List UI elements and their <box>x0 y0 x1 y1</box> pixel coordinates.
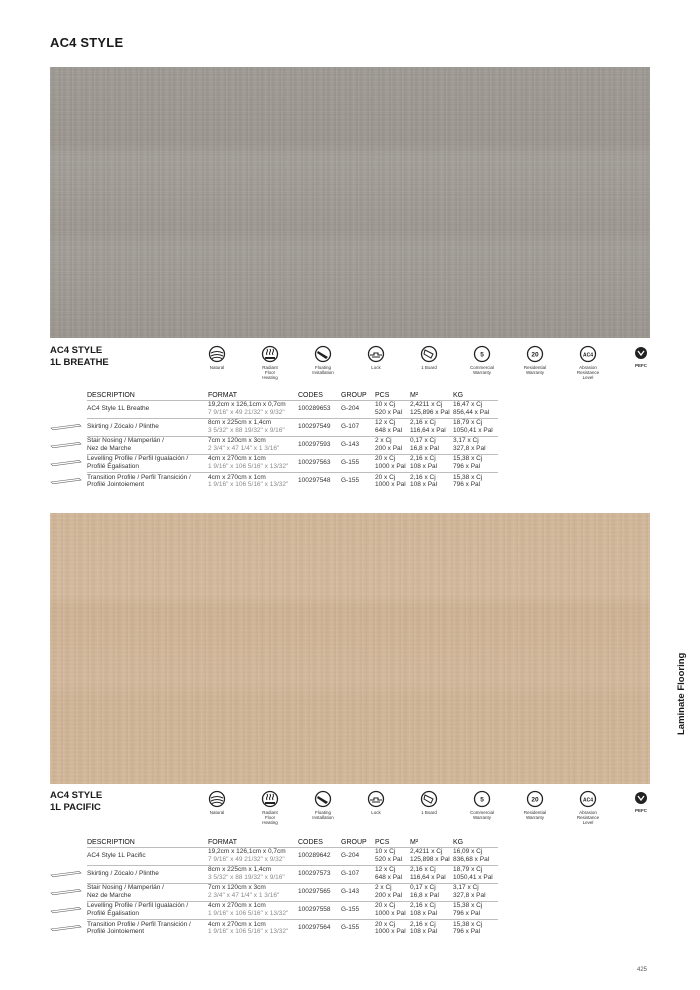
feature-radiant-floor-heating <box>243 790 297 825</box>
column-header: M² <box>410 838 419 846</box>
table-cell: 12 x Cj 648 x Pal <box>375 418 410 436</box>
spec-table-breathe <box>87 390 498 490</box>
feature-natural <box>190 790 244 815</box>
column-header: CODES <box>298 391 323 399</box>
table-cell: 0,17 x Cj 16,8 x Pal <box>410 436 453 454</box>
table-cell: 20 x Cj 1000 x Pal <box>375 901 410 919</box>
pefc-logo-icon <box>632 790 650 808</box>
column-header: PCS <box>375 391 390 399</box>
feature-natural <box>190 345 244 370</box>
column-header: PCS <box>375 838 390 846</box>
feature-label: PEFC <box>634 808 647 813</box>
table-cell: Transition Profile / Perfil Transición / Profilé Jointoiement <box>87 919 208 937</box>
table-cell: 100297548 <box>298 472 341 490</box>
table-cell: G-143 <box>341 883 375 901</box>
table-cell: 15,38 x Cj 796 x Pal <box>453 901 498 919</box>
table-cell: Stair Nosing / Mamperlán / Nez de Marche <box>87 436 208 454</box>
table-cell: 8cm x 225cm x 1,4cm 3 5/32" x 88 19/32" x 9/16" <box>208 865 298 883</box>
feature-label: Residential Warranty <box>523 365 547 375</box>
radiant-floor-heating-icon <box>261 790 279 808</box>
feature-label: Radiant Floor Heating <box>262 365 278 380</box>
feature-pefc-logo <box>614 345 668 368</box>
table-cell: 2,16 x Cj 108 x Pal <box>410 901 453 919</box>
table-row <box>87 919 498 937</box>
abrasion-resistance-icon <box>579 345 597 363</box>
table-cell: 10 x Cj 520 x Pal <box>375 847 410 865</box>
product-name-line2: 1L BREATHE <box>50 357 109 368</box>
column-header: KG <box>453 391 464 399</box>
table-cell: G-155 <box>341 901 375 919</box>
one-board-icon <box>420 345 438 363</box>
table-cell: 100297573 <box>298 865 341 883</box>
feature-pefc-logo <box>614 790 668 813</box>
profile-sketch-icon <box>50 477 82 485</box>
feature-residential-warranty <box>508 345 562 375</box>
table-cell: 18,79 x Cj 1050,41 x Pal <box>453 865 498 883</box>
table-cell: Stair Nosing / Mamperlán / Nez de Marche <box>87 883 208 901</box>
table-cell: G-107 <box>341 865 375 883</box>
table-row <box>87 847 498 865</box>
floating-installation-icon <box>314 790 332 808</box>
page-title: AC4 STYLE <box>50 35 124 50</box>
feature-label: Radiant Floor Heating <box>262 810 278 825</box>
spec-table-pacific <box>87 837 498 937</box>
table-cell: 16,09 x Cj 836,68 x Pal <box>453 847 498 865</box>
feature-label: 1 Board <box>421 810 437 815</box>
table-cell: AC4 Style 1L Pacific <box>87 847 208 865</box>
table-cell: Skirting / Zócalo / Plinthe <box>87 418 208 436</box>
feature-label: Lock <box>371 365 381 370</box>
table-cell: 4cm x 270cm x 1cm 1 9/16" x 106 5/16" x 13/32" <box>208 919 298 937</box>
table-cell: 100289642 <box>298 847 341 865</box>
table-cell: 20 x Cj 1000 x Pal <box>375 472 410 490</box>
product-name-line1: AC4 STYLE <box>50 790 103 801</box>
table-cell: 8cm x 225cm x 1,4cm 3 5/32" x 88 19/32" x 9/16" <box>208 418 298 436</box>
table-cell: 2,16 x Cj 108 x Pal <box>410 472 453 490</box>
table-cell: 2,16 x Cj 116,64 x Pal <box>410 418 453 436</box>
table-row <box>87 436 498 454</box>
feature-label: 1 Board <box>421 365 437 370</box>
table-row <box>87 400 498 418</box>
table-cell: 18,79 x Cj 1050,41 x Pal <box>453 418 498 436</box>
product-name-pacific <box>50 790 102 814</box>
column-header: FORMAT <box>208 838 238 846</box>
page-number: 425 <box>637 967 648 973</box>
table-cell: 19,2cm x 126,1cm x 0,7cm 7 9/16" x 49 21/32" x 9/32" <box>208 847 298 865</box>
feature-one-board <box>402 345 456 370</box>
table-header-row <box>87 390 498 400</box>
table-cell: 100289653 <box>298 400 341 418</box>
table-cell: 2 x Cj 200 x Pal <box>375 436 410 454</box>
feature-radiant-floor-heating <box>243 345 297 380</box>
table-cell: Transition Profile / Perfil Transición / Profilé Jointoiement <box>87 472 208 490</box>
table-cell: 2,16 x Cj 108 x Pal <box>410 454 453 472</box>
table-cell: 2,16 x Cj 116,64 x Pal <box>410 865 453 883</box>
profile-sketch-icon <box>50 423 82 431</box>
profile-sketch-icon <box>50 924 82 932</box>
table-cell: 2,4211 x Cj 125,898 x Pal <box>410 847 453 865</box>
table-cell: G-143 <box>341 436 375 454</box>
table-row <box>87 472 498 490</box>
feature-label: Abrasion Resistance Level <box>576 810 600 825</box>
table-cell: 20 x Cj 1000 x Pal <box>375 919 410 937</box>
table-cell: G-204 <box>341 400 375 418</box>
pefc-logo-icon <box>632 345 650 363</box>
feature-label: Natural <box>209 365 225 370</box>
table-cell: 20 x Cj 1000 x Pal <box>375 454 410 472</box>
commercial-warranty-icon <box>473 790 491 808</box>
product-name-line2: 1L PACIFIC <box>50 802 101 813</box>
table-cell: 2,16 x Cj 108 x Pal <box>410 919 453 937</box>
badge-text: AC4 <box>582 797 594 804</box>
table-cell: 100297563 <box>298 454 341 472</box>
table-row <box>87 883 498 901</box>
table-cell: 3,17 x Cj 327,8 x Pal <box>453 883 498 901</box>
column-header: GROUP <box>341 838 367 846</box>
column-header: FORMAT <box>208 391 238 399</box>
feature-abrasion-resistance <box>561 345 615 380</box>
table-cell: Levelling Profile / Perfil Igualación / Profilé Égalisation <box>87 901 208 919</box>
abrasion-resistance-icon <box>579 790 597 808</box>
feature-lock <box>349 790 403 815</box>
feature-label: Natural <box>209 810 225 815</box>
column-header: KG <box>453 838 464 846</box>
table-cell: 4cm x 270cm x 1cm 1 9/16" x 106 5/16" x 13/32" <box>208 901 298 919</box>
residential-warranty-icon <box>526 345 544 363</box>
feature-abrasion-resistance <box>561 790 615 825</box>
feature-icons-row <box>190 790 660 830</box>
table-cell: 100297565 <box>298 883 341 901</box>
profile-sketch-icon <box>50 441 82 449</box>
feature-commercial-warranty <box>455 790 509 820</box>
column-header: GROUP <box>341 391 367 399</box>
table-cell: 19,2cm x 126,1cm x 0,7cm 7 9/16" x 49 21/32" x 9/32" <box>208 400 298 418</box>
table-cell: G-204 <box>341 847 375 865</box>
table-cell: G-155 <box>341 919 375 937</box>
one-board-icon <box>420 790 438 808</box>
table-cell: 10 x Cj 520 x Pal <box>375 400 410 418</box>
column-header: DESCRIPTION <box>87 838 135 846</box>
feature-lock <box>349 345 403 370</box>
table-row <box>87 865 498 883</box>
badge-text: AC4 <box>582 352 594 359</box>
table-cell: 100297549 <box>298 418 341 436</box>
feature-icons-row <box>190 345 660 385</box>
feature-commercial-warranty <box>455 345 509 375</box>
feature-label: Abrasion Resistance Level <box>576 365 600 380</box>
profile-sketch-icon <box>50 888 82 896</box>
feature-label: PEFC <box>634 363 647 368</box>
feature-floating-installation <box>296 345 350 375</box>
table-cell: 2,4211 x Cj 125,896 x Pal <box>410 400 453 418</box>
table-cell: 100297564 <box>298 919 341 937</box>
table-cell: 100297558 <box>298 901 341 919</box>
feature-label: Floating Installation <box>312 810 334 820</box>
feature-label: Floating Installation <box>312 365 334 375</box>
lock-icon <box>367 790 385 808</box>
feature-label: Commercial Warranty <box>469 365 494 375</box>
profile-sketch-icon <box>50 906 82 914</box>
product-name-breathe <box>50 345 109 369</box>
product-name-line1: AC4 STYLE <box>50 345 103 356</box>
table-cell: 15,38 x Cj 796 x Pal <box>453 454 498 472</box>
lock-icon <box>367 345 385 363</box>
table-cell: 3,17 x Cj 327,8 x Pal <box>453 436 498 454</box>
table-cell: 16,47 x Cj 856,44 x Pal <box>453 400 498 418</box>
table-header-row <box>87 837 498 847</box>
table-cell: 7cm x 120cm x 3cm 2 3/4" x 47 1/4" x 1 3/16" <box>208 436 298 454</box>
table-cell: G-107 <box>341 418 375 436</box>
badge-text: 20 <box>531 796 539 804</box>
profile-sketch-icon <box>50 870 82 878</box>
residential-warranty-icon <box>526 790 544 808</box>
badge-text: 20 <box>531 351 539 359</box>
table-cell: 4cm x 270cm x 1cm 1 9/16" x 106 5/16" x 13/32" <box>208 472 298 490</box>
commercial-warranty-icon <box>473 345 491 363</box>
column-header: CODES <box>298 838 323 846</box>
product-swatch-breathe <box>50 67 650 338</box>
feature-label: Residential Warranty <box>523 810 547 820</box>
table-cell: 12 x Cj 648 x Pal <box>375 865 410 883</box>
feature-label: Lock <box>371 810 381 815</box>
floating-installation-icon <box>314 345 332 363</box>
feature-label: Commercial Warranty <box>469 810 494 820</box>
table-row <box>87 418 498 436</box>
table-cell: 4cm x 270cm x 1cm 1 9/16" x 106 5/16" x 13/32" <box>208 454 298 472</box>
table-cell: 2 x Cj 200 x Pal <box>375 883 410 901</box>
natural-icon <box>208 790 226 808</box>
feature-residential-warranty <box>508 790 562 820</box>
feature-one-board <box>402 790 456 815</box>
profile-sketch-icon <box>50 459 82 467</box>
badge-text: 5 <box>480 796 484 804</box>
table-cell: G-155 <box>341 472 375 490</box>
side-label: Laminate Flooring <box>676 652 687 735</box>
table-row <box>87 454 498 472</box>
table-row <box>87 901 498 919</box>
table-cell: G-155 <box>341 454 375 472</box>
table-cell: AC4 Style 1L Breathe <box>87 400 208 418</box>
table-cell: 15,38 x Cj 796 x Pal <box>453 919 498 937</box>
table-cell: Levelling Profile / Perfil Igualación / Profilé Égalisation <box>87 454 208 472</box>
natural-icon <box>208 345 226 363</box>
table-cell: 100297593 <box>298 436 341 454</box>
badge-text: 5 <box>480 351 484 359</box>
feature-floating-installation <box>296 790 350 820</box>
table-cell: 15,38 x Cj 796 x Pal <box>453 472 498 490</box>
column-header: M² <box>410 391 419 399</box>
table-cell: Skirting / Zócalo / Plinthe <box>87 865 208 883</box>
table-cell: 7cm x 120cm x 3cm 2 3/4" x 47 1/4" x 1 3/16" <box>208 883 298 901</box>
table-cell: 0,17 x Cj 16,8 x Pal <box>410 883 453 901</box>
radiant-floor-heating-icon <box>261 345 279 363</box>
product-swatch-pacific <box>50 513 650 784</box>
column-header: DESCRIPTION <box>87 391 135 399</box>
